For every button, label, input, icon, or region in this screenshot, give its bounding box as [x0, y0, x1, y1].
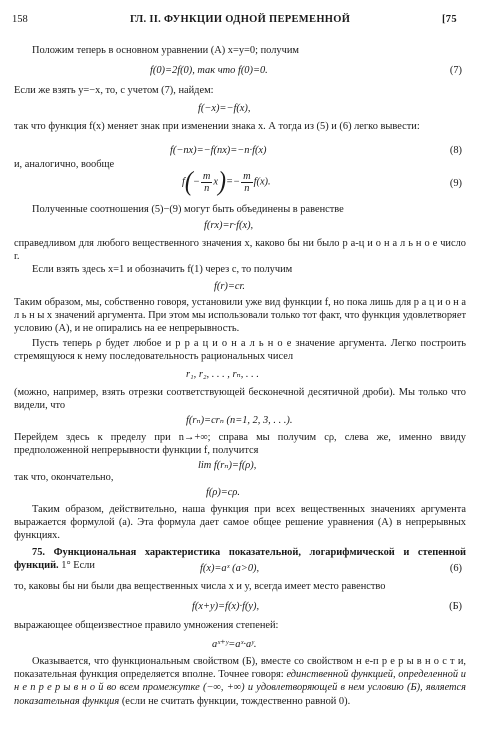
text-run: Оказывается, что функциональным свойством (Б), вместе со свойством н е-п р е р ы в н о с т и, показательная функция определяется вполне. Точнее говоря:	[14, 656, 466, 681]
formula: aˣ⁺ʸ=aˣ·aʸ.	[212, 639, 257, 650]
paren: )	[218, 167, 227, 197]
formula-part: f(x).	[253, 176, 271, 188]
formula-part: f	[182, 176, 185, 188]
paragraph: Полученные соотношения (5)−(9) могут быть объединены в равенстве	[32, 204, 344, 215]
formula: f(−x)=−f(x),	[198, 103, 251, 114]
formula: f(−nx)=−f(nx)=−n·f(x)	[170, 145, 267, 156]
formula: f(rx)=r·f(x),	[204, 220, 254, 231]
paragraph: выражающее общеизвестное правило умножения степеней:	[14, 620, 279, 631]
equation-number: (8)	[449, 145, 462, 156]
paragraph: и, аналогично, вообще	[14, 159, 115, 170]
equation-number: (Б)	[449, 601, 462, 612]
formula-part: x	[213, 176, 219, 188]
numerator: m	[202, 170, 211, 182]
section-title: 75. Функциональная характеристика показательной, логарифмической и степенной функций.	[14, 547, 466, 572]
paragraph: Перейдем здесь к пределу при n→+∞; справа мы получим cρ, слева же, именно ввиду предположенной непрерывности функции f, получится	[14, 432, 466, 457]
paragraph: справедливом для любого вещественного значения x, каково бы ни было р а-ц и о н а л ь н о е число r.	[14, 238, 466, 263]
paragraph: Таким образом, действительно, наша функция при всех вещественных значениях аргумента выражается формулой (а). Эта формула дает самое общее решение уравнения (А) в непрерывных функциях.	[14, 504, 466, 542]
paragraph: то, каковы бы ни были два вещественных числа x и y, всегда имеет место равенство	[14, 581, 386, 592]
paragraph: Положим теперь в основном уравнении (А) x=y=0; получим	[32, 45, 299, 56]
text-run: (если не считать функции, тождественно равной 0).	[119, 695, 351, 707]
fraction	[201, 171, 213, 194]
formula: lim f(rₙ)=f(ρ),	[198, 460, 257, 471]
section-intro: 1° Если	[58, 560, 95, 572]
formula: f(r)=cr.	[214, 281, 245, 292]
chapter-title: ГЛ. II. ФУНКЦИИ ОДНОЙ ПЕРЕМЕННОЙ	[130, 14, 351, 25]
equation-number: (7)	[449, 65, 462, 76]
formula: f(x+y)=f(x)·f(y),	[192, 601, 260, 612]
paragraph: Таким образом, мы, собственно говоря, установили уже вид функции f, но пока лишь для р а ц и о н а л ь н ы х значений аргумента. При этом мы использовали только тот факт, что функция удовлетворяет условию (А), и не опирались на ее непрерывность.	[14, 297, 466, 335]
paragraph: Если взять здесь x=1 и обозначить f(1) через c, то получим	[32, 264, 293, 275]
denominator: n	[244, 182, 250, 194]
fraction	[241, 171, 253, 194]
paragraph: Пусть теперь ρ будет любое и р р а ц и о н а л ь н о е значение аргумента. Легко построить стремящуюся к нему последовательность рациональных чисел	[14, 338, 466, 363]
paragraph: Если же взять y=−x, то, с учетом (7), найдем:	[14, 85, 214, 96]
theorem-statement: единственной функцией, определенной и н е п р е р ы в н о й во всем промежутке (−∞, +∞) и удовлетворяющей в нем условию (Б), является показательная функция	[14, 669, 467, 707]
section-number: [75	[442, 14, 457, 25]
formula: f(x)=aˣ (a>0),	[200, 563, 260, 574]
equation-number: (6)	[449, 563, 462, 574]
formula: f(0)=2f(0), так что f(0)=0.	[150, 65, 268, 76]
numerator: m	[243, 170, 251, 182]
paragraph: так что, окончательно,	[14, 472, 114, 483]
equation-number: (9)	[449, 178, 462, 189]
formula-part: =−	[226, 176, 241, 188]
denominator: n	[204, 182, 210, 194]
page-number: 158	[12, 14, 28, 25]
paragraph: так что функция f(x) меняет знак при изменении знака x. А тогда из (5) и (6) легко вывести:	[14, 121, 420, 132]
formula: r₁, r₂, . . . , rₙ, . . .	[186, 369, 259, 380]
paragraph: (можно, например, взять отрезки соответствующей бесконечной десятичной дроби). Мы только что видели, что	[14, 387, 466, 412]
formula: f(rₙ)=crₙ (n=1, 2, 3, . . .).	[186, 415, 293, 426]
fraction-formula: f(− $\frac{m}{n}$ x)=− $\frac{m}{n}$ f(x).	[182, 167, 271, 197]
paren: (	[184, 167, 193, 197]
paragraph	[14, 655, 466, 708]
formula: f(ρ)=cρ.	[206, 487, 241, 498]
